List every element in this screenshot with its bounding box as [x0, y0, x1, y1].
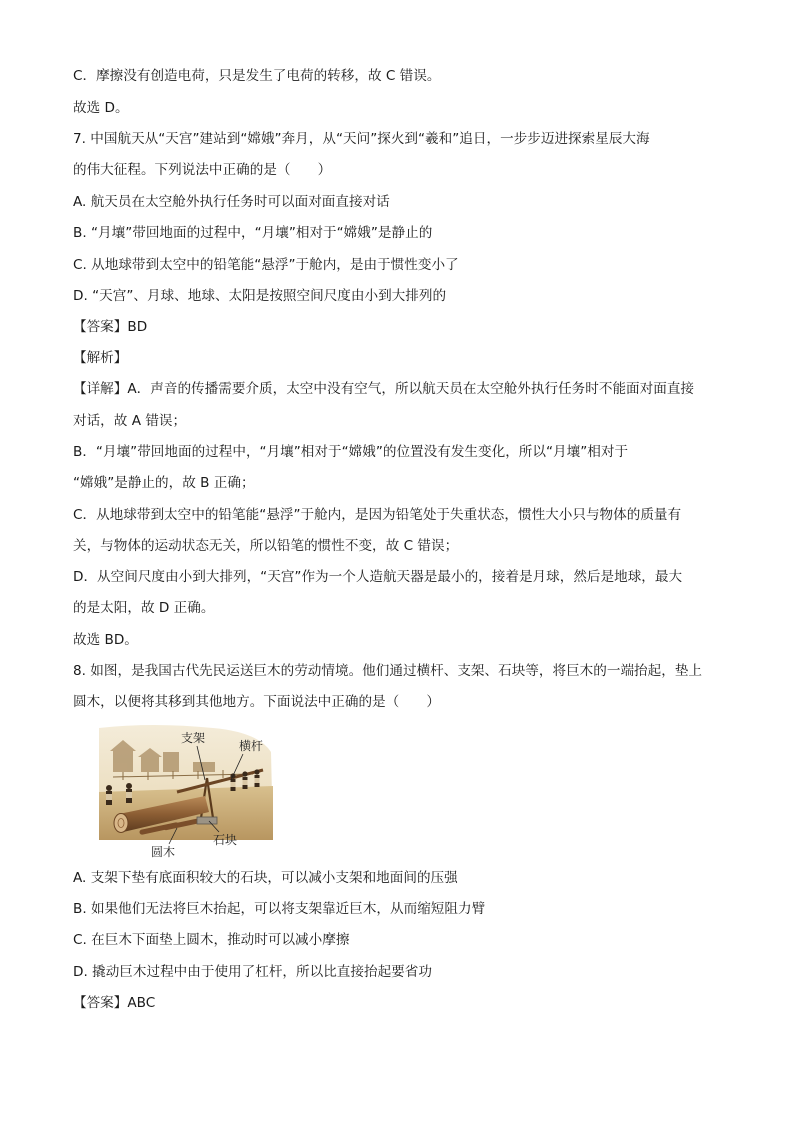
explanation-line: C．从地球带到太空中的铅笔能“悬浮”于舱内，是因为铅笔处于失重状态，惯性大小只与物体的质量有	[73, 507, 682, 523]
explanation-line: 对话，故 A 错误；	[73, 413, 187, 429]
question-7-stem: 7. 中国航天从“天宫”建站到“嫦娥”奔月，从“天问”探火到“羲和”追日，一步步迈进探索星辰大海	[73, 131, 650, 147]
text-line: 故选 D。	[73, 100, 129, 116]
option-a: A. 航天员在太空舱外执行任务时可以面对面直接对话	[73, 194, 390, 210]
explanation-line: D．从空间尺度由小到大排列，“天宫”作为一个人造航天器是最小的，接着是月球，然后是地球，最大	[73, 569, 683, 585]
option-c: C. 在巨木下面垫上圆木，推动时可以减小摩擦	[73, 932, 350, 948]
explanation-line: 关，与物体的运动状态无关，所以铅笔的惯性不变，故 C 错误；	[73, 538, 459, 554]
answer-line: 【答案】ABC	[73, 995, 156, 1011]
stone-block	[197, 817, 217, 824]
explanation-line: 【详解】A．声音的传播需要介质，太空中没有空气，所以航天员在太空舱外执行任务时不能面对面直接	[73, 381, 695, 397]
question-8-stem: 圆木，以便将其移到其他地方。下面说法中正确的是（ ）	[73, 694, 441, 710]
explanation-line: 的是太阳，故 D 正确。	[73, 600, 215, 616]
ancient-log-transport-figure	[93, 722, 275, 858]
option-b: B. 如果他们无法将巨木抬起，可以将支架靠近巨木，从而缩短阻力臂	[73, 901, 486, 917]
label-log: 圆木	[151, 845, 176, 858]
question-8-stem: 8. 如图，是我国古代先民运送巨木的劳动情境。他们通过横杆、支架、石块等，将巨木的一端抬起，垫上	[73, 663, 703, 679]
lever-illustration	[93, 722, 275, 858]
text-line: C．摩擦没有创造电荷，只是发生了电荷的转移，故 C 错误。	[73, 68, 441, 84]
label-stone: 石块	[213, 833, 238, 847]
explanation-line: “嫦娥”是静止的，故 B 正确；	[73, 475, 255, 491]
label-lever: 横杆	[239, 739, 264, 753]
option-b: B. “月壤”带回地面的过程中，“月壤”相对于“嫦娥”是静止的	[73, 225, 433, 241]
question-7-stem: 的伟大征程。下列说法中正确的是（ ）	[73, 162, 332, 178]
analysis-heading: 【解析】	[73, 350, 128, 366]
conclusion-line: 故选 BD。	[73, 632, 138, 648]
explanation-line: B．“月壤”带回地面的过程中，“月壤”相对于“嫦娥”的位置没有发生变化，所以“月壤”相对于	[73, 444, 629, 460]
option-a: A. 支架下垫有底面积较大的石块，可以减小支架和地面间的压强	[73, 870, 458, 886]
option-d: D. “天宫”、月球、地球、太阳是按照空间尺度由小到大排列的	[73, 288, 447, 304]
option-d: D. 撬动巨木过程中由于使用了杠杆，所以比直接抬起要省功	[73, 964, 432, 980]
answer-line: 【答案】BD	[73, 319, 148, 335]
label-support: 支架	[181, 731, 206, 745]
option-c: C. 从地球带到太空中的铅笔能“悬浮”于舱内，是由于惯性变小了	[73, 257, 459, 273]
